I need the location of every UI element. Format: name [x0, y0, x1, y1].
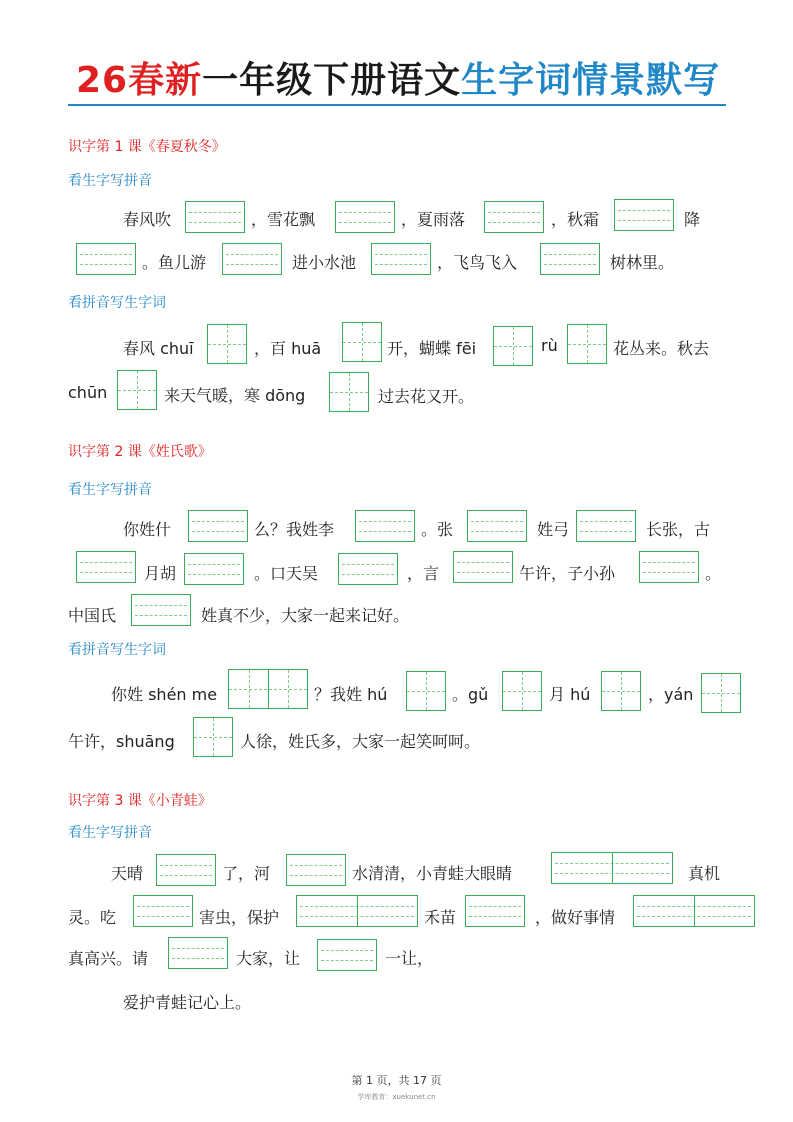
text-segment: 大家，让: [236, 949, 301, 968]
hanzi-answer-box[interactable]: [342, 322, 382, 362]
hanzi-answer-box[interactable]: [502, 671, 542, 711]
pinyin-answer-box[interactable]: [335, 201, 395, 233]
text-segment: chūn: [68, 383, 108, 402]
pinyin-answer-box-double[interactable]: [551, 852, 673, 884]
text-segment: 春风吹: [123, 210, 172, 229]
text-segment: 灵。吃: [68, 908, 117, 927]
text-segment: 。张: [421, 520, 454, 539]
pinyin-answer-box[interactable]: [286, 854, 346, 886]
site-watermark: 学库教育：xuekunet.cn: [357, 1093, 436, 1101]
title-part-3: 生字词情景默写: [461, 60, 721, 101]
pinyin-answer-box[interactable]: [188, 510, 248, 542]
text-segment: 。口天吴: [254, 564, 319, 583]
lesson-1-sub-pinyin: 看生字写拼音: [68, 173, 152, 189]
text-segment: 午许，shuāng: [68, 732, 175, 751]
lesson-3-heading: 识字第 3 课《小青蛙》: [68, 793, 212, 809]
text-segment: 你姓 shén me: [111, 685, 218, 704]
text-segment: 了，河: [222, 864, 271, 883]
title-part-2: 一年级下册语文: [202, 60, 462, 101]
text-segment: 你姓什: [123, 520, 172, 539]
text-segment: 中国氏: [68, 606, 117, 625]
text-segment: 害虫，保护: [199, 908, 280, 927]
text-segment: 开，蝴蝶 fēi: [387, 339, 477, 358]
page-title: [76, 52, 720, 103]
lesson-2-heading: 识字第 2 课《姓氏歌》: [68, 444, 212, 460]
text-segment: ，言: [407, 564, 440, 583]
pinyin-answer-box[interactable]: [76, 243, 136, 275]
pinyin-answer-box[interactable]: [484, 201, 544, 233]
pinyin-answer-box[interactable]: [156, 854, 216, 886]
text-segment: 花丛来。秋去: [613, 339, 710, 358]
pinyin-answer-box[interactable]: [371, 243, 431, 275]
hanzi-answer-box[interactable]: [493, 326, 533, 366]
text-segment: 真高兴。请: [68, 949, 149, 968]
lesson-3-sub-pinyin: 看生字写拼音: [68, 825, 152, 841]
text-segment: ，百 huā: [254, 339, 322, 358]
text-segment: 降: [684, 210, 701, 229]
hanzi-answer-box[interactable]: [406, 671, 446, 711]
text-segment: ，雪花飘: [251, 210, 316, 229]
pinyin-answer-box-double[interactable]: [296, 895, 418, 927]
pinyin-answer-box[interactable]: [465, 895, 525, 927]
hanzi-answer-box[interactable]: [207, 324, 247, 364]
hanzi-answer-box[interactable]: [117, 370, 157, 410]
pinyin-answer-box[interactable]: [317, 939, 377, 971]
text-segment: ，yán: [648, 685, 694, 704]
text-segment: 。gǔ: [452, 685, 489, 704]
text-segment: ，夏雨落: [401, 210, 466, 229]
text-segment: 姓弓: [537, 520, 570, 539]
text-segment: 春风 chuī: [123, 339, 194, 358]
text-segment: 月 hú: [549, 685, 591, 704]
text-segment: ，飞鸟飞入: [437, 253, 518, 272]
pinyin-answer-box-double[interactable]: [633, 895, 755, 927]
pinyin-answer-box[interactable]: [338, 553, 398, 585]
text-segment: 人徐，姓氏多，大家一起笑呵呵。: [240, 732, 481, 751]
text-segment: ？我姓 hú: [314, 685, 388, 704]
text-segment: 过去花又开。: [378, 387, 475, 406]
text-segment: rù: [541, 336, 558, 355]
title-underline: [68, 104, 726, 106]
pinyin-answer-box[interactable]: [355, 510, 415, 542]
pinyin-answer-box[interactable]: [76, 551, 136, 583]
pinyin-answer-box[interactable]: [576, 510, 636, 542]
text-segment: 天晴: [111, 864, 144, 883]
pinyin-answer-box[interactable]: [453, 551, 513, 583]
text-segment: 午许，子小孙: [519, 564, 616, 583]
pinyin-answer-box[interactable]: [639, 551, 699, 583]
pinyin-answer-box[interactable]: [131, 594, 191, 626]
text-segment: 么？我姓李: [254, 520, 335, 539]
text-segment: 姓真不少，大家一起来记好。: [201, 606, 410, 625]
text-segment: ，做好事情: [535, 908, 616, 927]
pinyin-answer-box[interactable]: [185, 201, 245, 233]
hanzi-answer-box[interactable]: [701, 673, 741, 713]
title-part-1: 26春新: [76, 60, 203, 101]
text-segment: 禾苗: [424, 908, 457, 927]
lesson-2-sub-pinyin: 看生字写拼音: [68, 482, 152, 498]
hanzi-answer-box[interactable]: [329, 372, 369, 412]
hanzi-answer-box[interactable]: [193, 717, 233, 757]
hanzi-answer-box[interactable]: [567, 324, 607, 364]
pinyin-answer-box[interactable]: [133, 895, 193, 927]
pinyin-answer-box[interactable]: [540, 243, 600, 275]
text-segment: 。鱼儿游: [142, 253, 207, 272]
text-segment: 进小水池: [292, 253, 357, 272]
text-segment: 真机: [688, 864, 721, 883]
lesson-1-heading: 识字第 1 课《春夏秋冬》: [68, 139, 226, 155]
text-segment: 。: [705, 564, 722, 583]
lesson-2-sub-hanzi: 看拼音写生字词: [68, 642, 166, 658]
text-segment: 树林里。: [610, 253, 675, 272]
pinyin-answer-box[interactable]: [184, 553, 244, 585]
text-segment: 长张，古: [646, 520, 711, 539]
pinyin-answer-box[interactable]: [614, 199, 674, 231]
text-segment: 一让，: [385, 949, 434, 968]
text-segment: 爱护青蛙记心上。: [123, 993, 252, 1012]
hanzi-answer-box-double[interactable]: [228, 669, 308, 709]
text-segment: 水清清，小青蛙大眼睛: [352, 864, 513, 883]
text-segment: 月胡: [144, 564, 177, 583]
lesson-1-sub-hanzi: 看拼音写生字词: [68, 295, 166, 311]
text-segment: 来天气暖，寒 dōng: [164, 386, 306, 405]
pinyin-answer-box[interactable]: [168, 937, 228, 969]
hanzi-answer-box[interactable]: [601, 671, 641, 711]
page-number: 第 1 页，共 17 页: [351, 1074, 442, 1087]
text-segment: ，秋霜: [551, 210, 600, 229]
pinyin-answer-box[interactable]: [467, 510, 527, 542]
pinyin-answer-box[interactable]: [222, 243, 282, 275]
